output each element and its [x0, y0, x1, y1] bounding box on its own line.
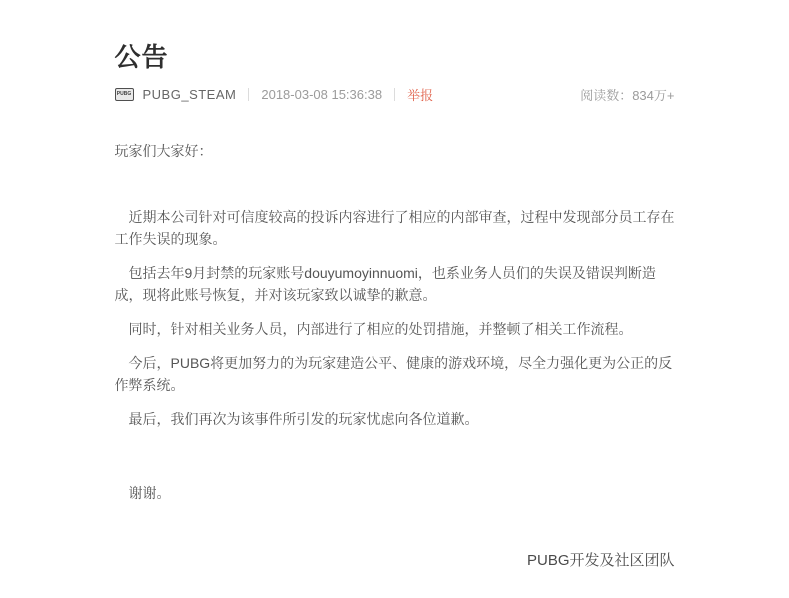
read-count: 阅读数：834万+	[580, 87, 675, 103]
signature-line: PUBG开发及社区团队	[526, 552, 675, 569]
announcement-body	[115, 140, 675, 572]
publish-datetime: 2018-03-08 15:36:38	[261, 86, 383, 102]
pubg-logo-icon: PUBG	[115, 88, 134, 101]
body-paragraph: 最后，我们再次为该事件所引发的玩家忧虑向各位道歉。	[128, 411, 479, 427]
closing-line: 谢谢。	[128, 485, 171, 501]
body-paragraph: 近期本公司针对可信度较高的投诉内容进行了相应的内部审查，过程中发现部分员工存在工作失误的现象。	[114, 209, 675, 247]
meta-divider	[394, 88, 395, 101]
greeting-line: 玩家们大家好：	[114, 143, 213, 159]
page-title: 公告	[114, 42, 169, 72]
announcement-page	[115, 0, 675, 572]
body-paragraph: 同时，针对相关业务人员，内部进行了相应的处罚措施，并整顿了相关工作流程。	[128, 321, 633, 337]
body-paragraph: 包括去年9月封禁的玩家账号douyumoyinnuomi，也系业务人员们的失误及错误判断造成，现将此账号恢复，并对该玩家致以诚挚的歉意。	[114, 265, 656, 303]
report-link[interactable]: 举报	[407, 87, 434, 103]
author-name[interactable]: PUBG_STEAM	[142, 86, 237, 102]
body-paragraph: 今后，PUBG将更加努力的为玩家建造公平、健康的游戏环境，尽全力强化更为公正的反作弊系统。	[114, 355, 673, 393]
meta-divider	[248, 88, 249, 101]
article-meta-bar	[115, 86, 675, 102]
